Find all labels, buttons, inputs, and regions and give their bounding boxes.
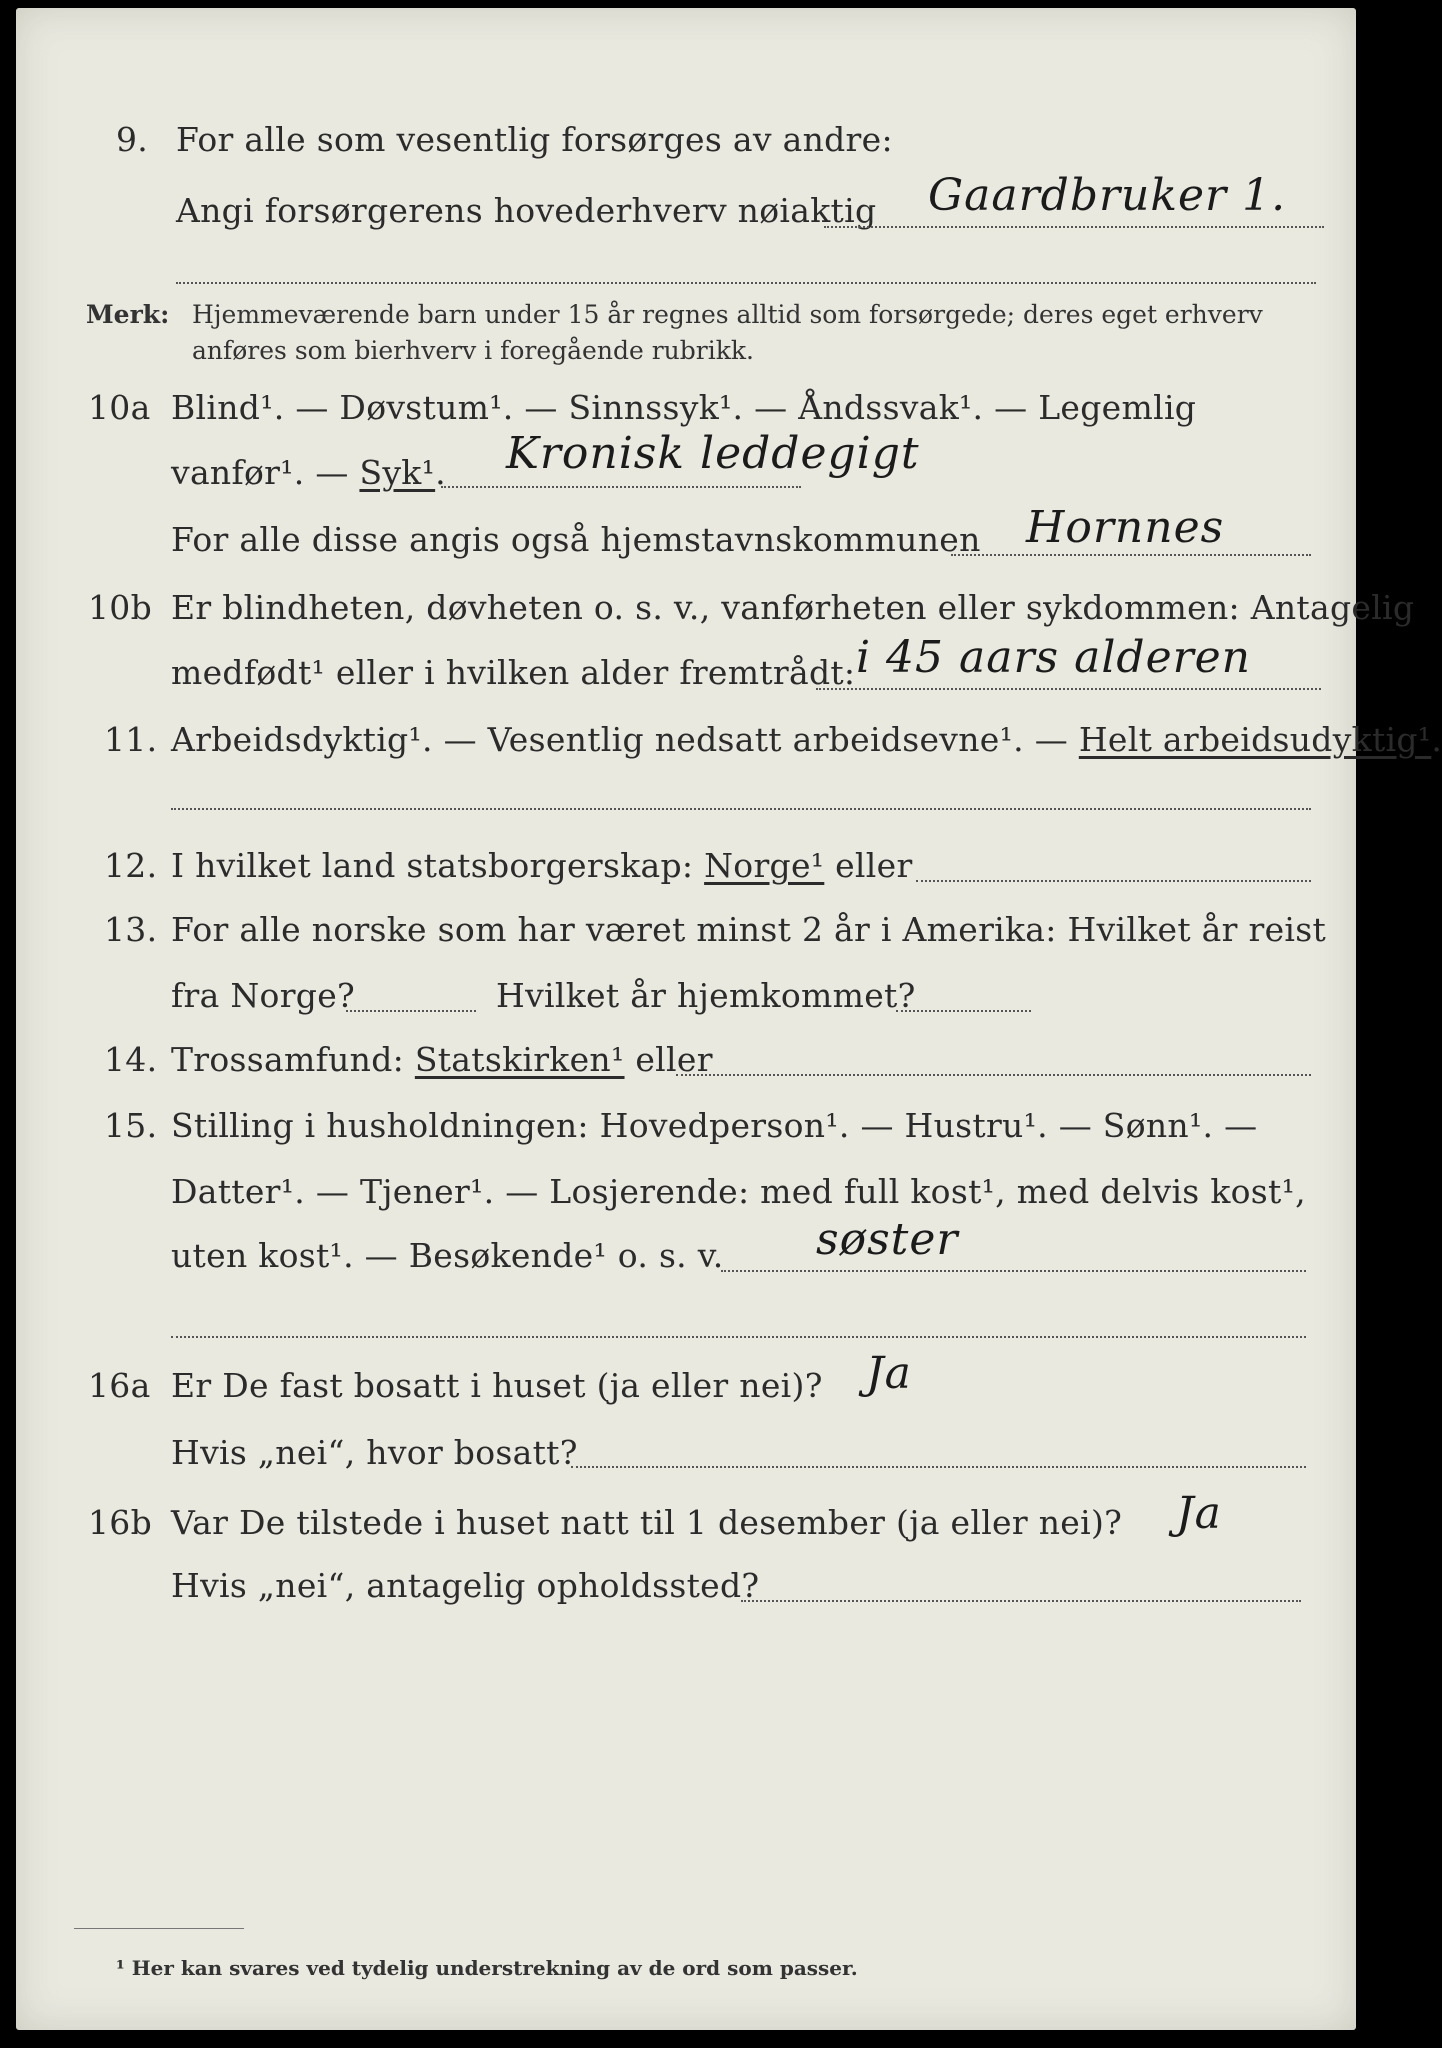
q9-number: 9. bbox=[116, 120, 149, 159]
merk-text1: Hjemmeværende barn under 15 år regnes alltid som forsørgede; deres eget erhverv bbox=[192, 300, 1263, 329]
q13-number: 13. bbox=[104, 910, 158, 949]
q13-text1: For alle norske som har været minst 2 år i Amerika: Hvilket år reist bbox=[171, 910, 1327, 949]
q16a-text1: Er De fast bosatt i huset (ja eller nei)? bbox=[171, 1366, 823, 1405]
q10b-number: 10b bbox=[88, 588, 153, 627]
q16b-opholdssted-field[interactable] bbox=[741, 1600, 1301, 1602]
merk-label: Merk: bbox=[86, 300, 170, 329]
footnote-separator bbox=[74, 1928, 244, 1929]
q16b-text1: Var De tilstede i huset natt til 1 desember (ja eller nei)? bbox=[171, 1503, 1123, 1542]
q12-answer-field[interactable] bbox=[916, 880, 1311, 882]
q14-prefix: Trossamfund: bbox=[171, 1040, 415, 1079]
q16b-text2: Hvis „nei“, antagelig opholdssted? bbox=[171, 1566, 760, 1605]
q10a-text2-suffix: . bbox=[435, 453, 446, 492]
census-form-page bbox=[16, 8, 1442, 2030]
q10b-answer: i 45 aars alderen bbox=[856, 632, 1252, 683]
q10a-answer2-field[interactable] bbox=[951, 554, 1311, 556]
q16b-number: 16b bbox=[88, 1503, 153, 1542]
q12-prefix: I hvilket land statsborgerskap: bbox=[171, 846, 705, 885]
q15-text1: Stilling i husholdningen: Hovedperson¹. — Hustru¹. — Sønn¹. — bbox=[171, 1106, 1258, 1145]
q11-extra-line bbox=[171, 808, 1311, 810]
q10a-syk-underlined: Syk¹ bbox=[359, 453, 436, 492]
q15-text2: Datter¹. — Tjener¹. — Losjerende: med full kost¹, med delvis kost¹, bbox=[171, 1172, 1306, 1211]
q14-statskirken-underlined: Statskirken¹ bbox=[414, 1040, 625, 1079]
q16a-text2: Hvis „nei“, hvor bosatt? bbox=[171, 1433, 578, 1472]
q11-number: 11. bbox=[104, 720, 158, 759]
q10b-answer-field[interactable] bbox=[816, 688, 1321, 690]
q11-helt-udyktig-underlined: Helt arbeidsudyktig¹ bbox=[1078, 720, 1432, 759]
q9-text1: For alle som vesentlig forsørges av andre: bbox=[176, 120, 893, 159]
q10a-answer1: Kronisk leddegigt bbox=[506, 428, 920, 479]
merk-text2: anføres som bierhverv i foregående rubrikk. bbox=[192, 336, 754, 365]
q10a-answer2: Hornnes bbox=[1026, 502, 1225, 553]
q10a-answer1-field[interactable] bbox=[441, 486, 801, 488]
q13-reist-field[interactable] bbox=[346, 1010, 476, 1012]
q12-number: 12. bbox=[104, 846, 158, 885]
q12-norge-underlined: Norge¹ bbox=[704, 846, 825, 885]
q15-text3: uten kost¹. — Besøkende¹ o. s. v. bbox=[171, 1236, 724, 1275]
q14-suffix: eller bbox=[624, 1040, 713, 1079]
q11-prefix: Arbeidsdyktig¹. — Vesentlig nedsatt arbeidsevne¹. — bbox=[171, 720, 1079, 759]
q16a-bosatt-field[interactable] bbox=[571, 1466, 1306, 1468]
q10a-text1: Blind¹. — Døvstum¹. — Sinnssyk¹. — Åndssvak¹. — Legemlig bbox=[171, 388, 1197, 427]
q10a-number: 10a bbox=[88, 388, 151, 427]
q10a-text3: For alle disse angis også hjemstavnskommunen bbox=[171, 520, 981, 559]
q10a-text2-prefix: vanfør¹. — bbox=[171, 453, 360, 492]
q16a-number: 16a bbox=[88, 1366, 151, 1405]
q9-text2: Angi forsørgerens hovederhverv nøiaktig bbox=[176, 191, 877, 230]
q16a-answer: Ja bbox=[866, 1348, 912, 1399]
q9-answer: Gaardbruker 1. bbox=[928, 170, 1287, 221]
q15-answer-field[interactable] bbox=[721, 1270, 1306, 1272]
q13-hjemkommet-field[interactable] bbox=[896, 1010, 1031, 1012]
q10b-text2: medfødt¹ eller i hvilken alder fremtrådt: bbox=[171, 653, 856, 692]
q12-suffix: eller bbox=[824, 846, 913, 885]
q15-answer: søster bbox=[816, 1214, 959, 1265]
q15-number: 15. bbox=[104, 1106, 158, 1145]
q13-text2a: fra Norge? bbox=[171, 976, 356, 1015]
q11-suffix: . bbox=[1431, 720, 1442, 759]
q14-number: 14. bbox=[104, 1040, 158, 1079]
q14-answer-field[interactable] bbox=[676, 1074, 1311, 1076]
q9-extra-line bbox=[176, 282, 1316, 284]
footnote-text: ¹ Her kan svares ved tydelig understrekning av de ord som passer. bbox=[116, 1956, 858, 1980]
q15-extra-line bbox=[171, 1336, 1306, 1338]
q16b-answer: Ja bbox=[1176, 1488, 1222, 1539]
q10b-text1: Er blindheten, døvheten o. s. v., vanførheten eller sykdommen: Antagelig bbox=[171, 588, 1415, 627]
q9-answer-field[interactable] bbox=[824, 226, 1324, 228]
q13-text2b: Hvilket år hjemkommet? bbox=[496, 976, 916, 1015]
